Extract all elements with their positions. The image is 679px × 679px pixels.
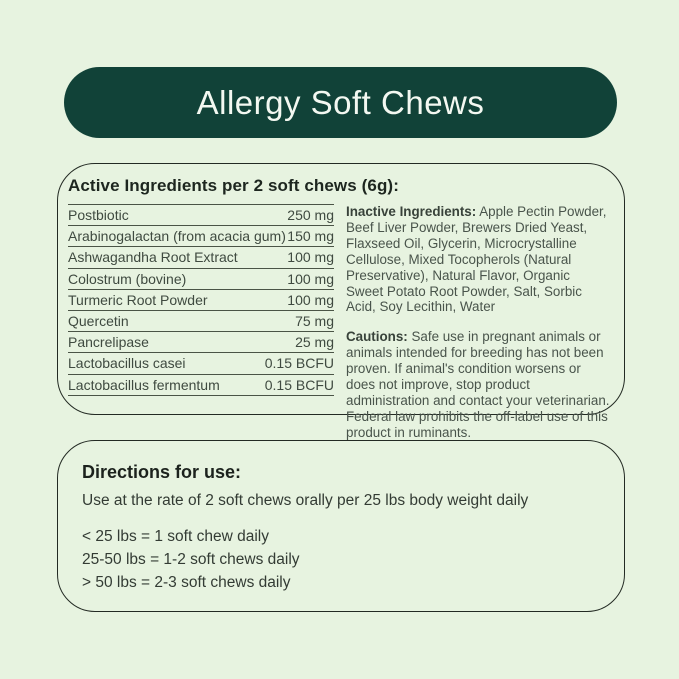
table-row: [68, 205, 334, 226]
active-ingredients-panel: [57, 163, 625, 440]
table-row: [68, 375, 334, 396]
directions-intro: Use at the rate of 2 soft chews orally per 25 lbs body weight daily: [82, 492, 529, 509]
dosage-line: 25-50 lbs = 1-2 soft chews daily: [82, 550, 300, 568]
table-row: [68, 290, 334, 311]
directions-panel: [57, 440, 625, 612]
table-row: [68, 269, 334, 290]
cautions-label: Cautions:: [346, 329, 408, 345]
ingredient-name: Postbiotic: [68, 207, 129, 224]
active-ingredients-heading: Active Ingredients per 2 soft chews (6g):: [68, 176, 399, 195]
table-row: [68, 247, 334, 268]
ingredient-name: Turmeric Root Powder: [68, 291, 208, 308]
table-row: [68, 332, 334, 353]
dosage-list: [82, 525, 606, 594]
ingredient-name: Lactobacillus casei: [68, 355, 186, 372]
table-row: [68, 353, 334, 374]
ingredient-amount: 25 mg: [295, 334, 334, 351]
product-title: Allergy Soft Chews: [196, 83, 485, 121]
ingredient-name: Arabinogalactan (from acacia gum): [68, 228, 286, 245]
inactive-ingredients-label: Inactive Ingredients:: [346, 204, 477, 219]
ingredient-amount: 250 mg: [287, 207, 334, 224]
dosage-line: > 50 lbs = 2-3 soft chews daily: [82, 573, 291, 591]
ingredient-amount: 0.15 BCFU: [264, 355, 334, 372]
table-row: [68, 311, 334, 332]
ingredient-amount: 0.15 BCFU: [264, 376, 334, 393]
ingredient-name: Pancrelipase: [68, 334, 149, 351]
table-row: [68, 226, 334, 247]
ingredient-name: Ashwagandha Root Extract: [68, 249, 238, 266]
dosage-line: < 25 lbs = 1 soft chew daily: [82, 527, 269, 545]
cautions-text: Safe use in pregnant animals or animals intended for breeding has not been proven. If animal's condition worsens or does not improve, stop product administration and contact your veterinarian. Federal law prohibits the off-label use of this product in ruminants.: [346, 329, 610, 440]
ingredient-name: Lactobacillus fermentum: [68, 376, 220, 393]
product-title-banner: [64, 67, 617, 138]
inactive-ingredients-paragraph: [346, 204, 610, 315]
ingredient-amount: 100 mg: [287, 249, 334, 266]
ingredient-amount: 150 mg: [287, 228, 334, 245]
ingredient-name: Quercetin: [68, 313, 129, 330]
cautions-paragraph: [346, 329, 610, 440]
ingredient-amount: 75 mg: [295, 313, 334, 330]
active-ingredients-table: [68, 204, 334, 396]
directions-heading: Directions for use:: [82, 462, 242, 482]
ingredient-name: Colostrum (bovine): [68, 270, 187, 287]
inactive-ingredients-text: Apple Pectin Powder, Beef Liver Powder, Brewers Dried Yeast, Flaxseed Oil, Glycerin, Microcrystalline Cellulose, Mixed Tocopherols (Natural Preservative), Natural Flavor, Organic Sweet Potato Root Powder, Salt, Sorbic Acid, Soy Lecithin, Water: [346, 204, 607, 315]
ingredient-amount: 100 mg: [287, 291, 334, 308]
ingredient-amount: 100 mg: [287, 270, 334, 287]
